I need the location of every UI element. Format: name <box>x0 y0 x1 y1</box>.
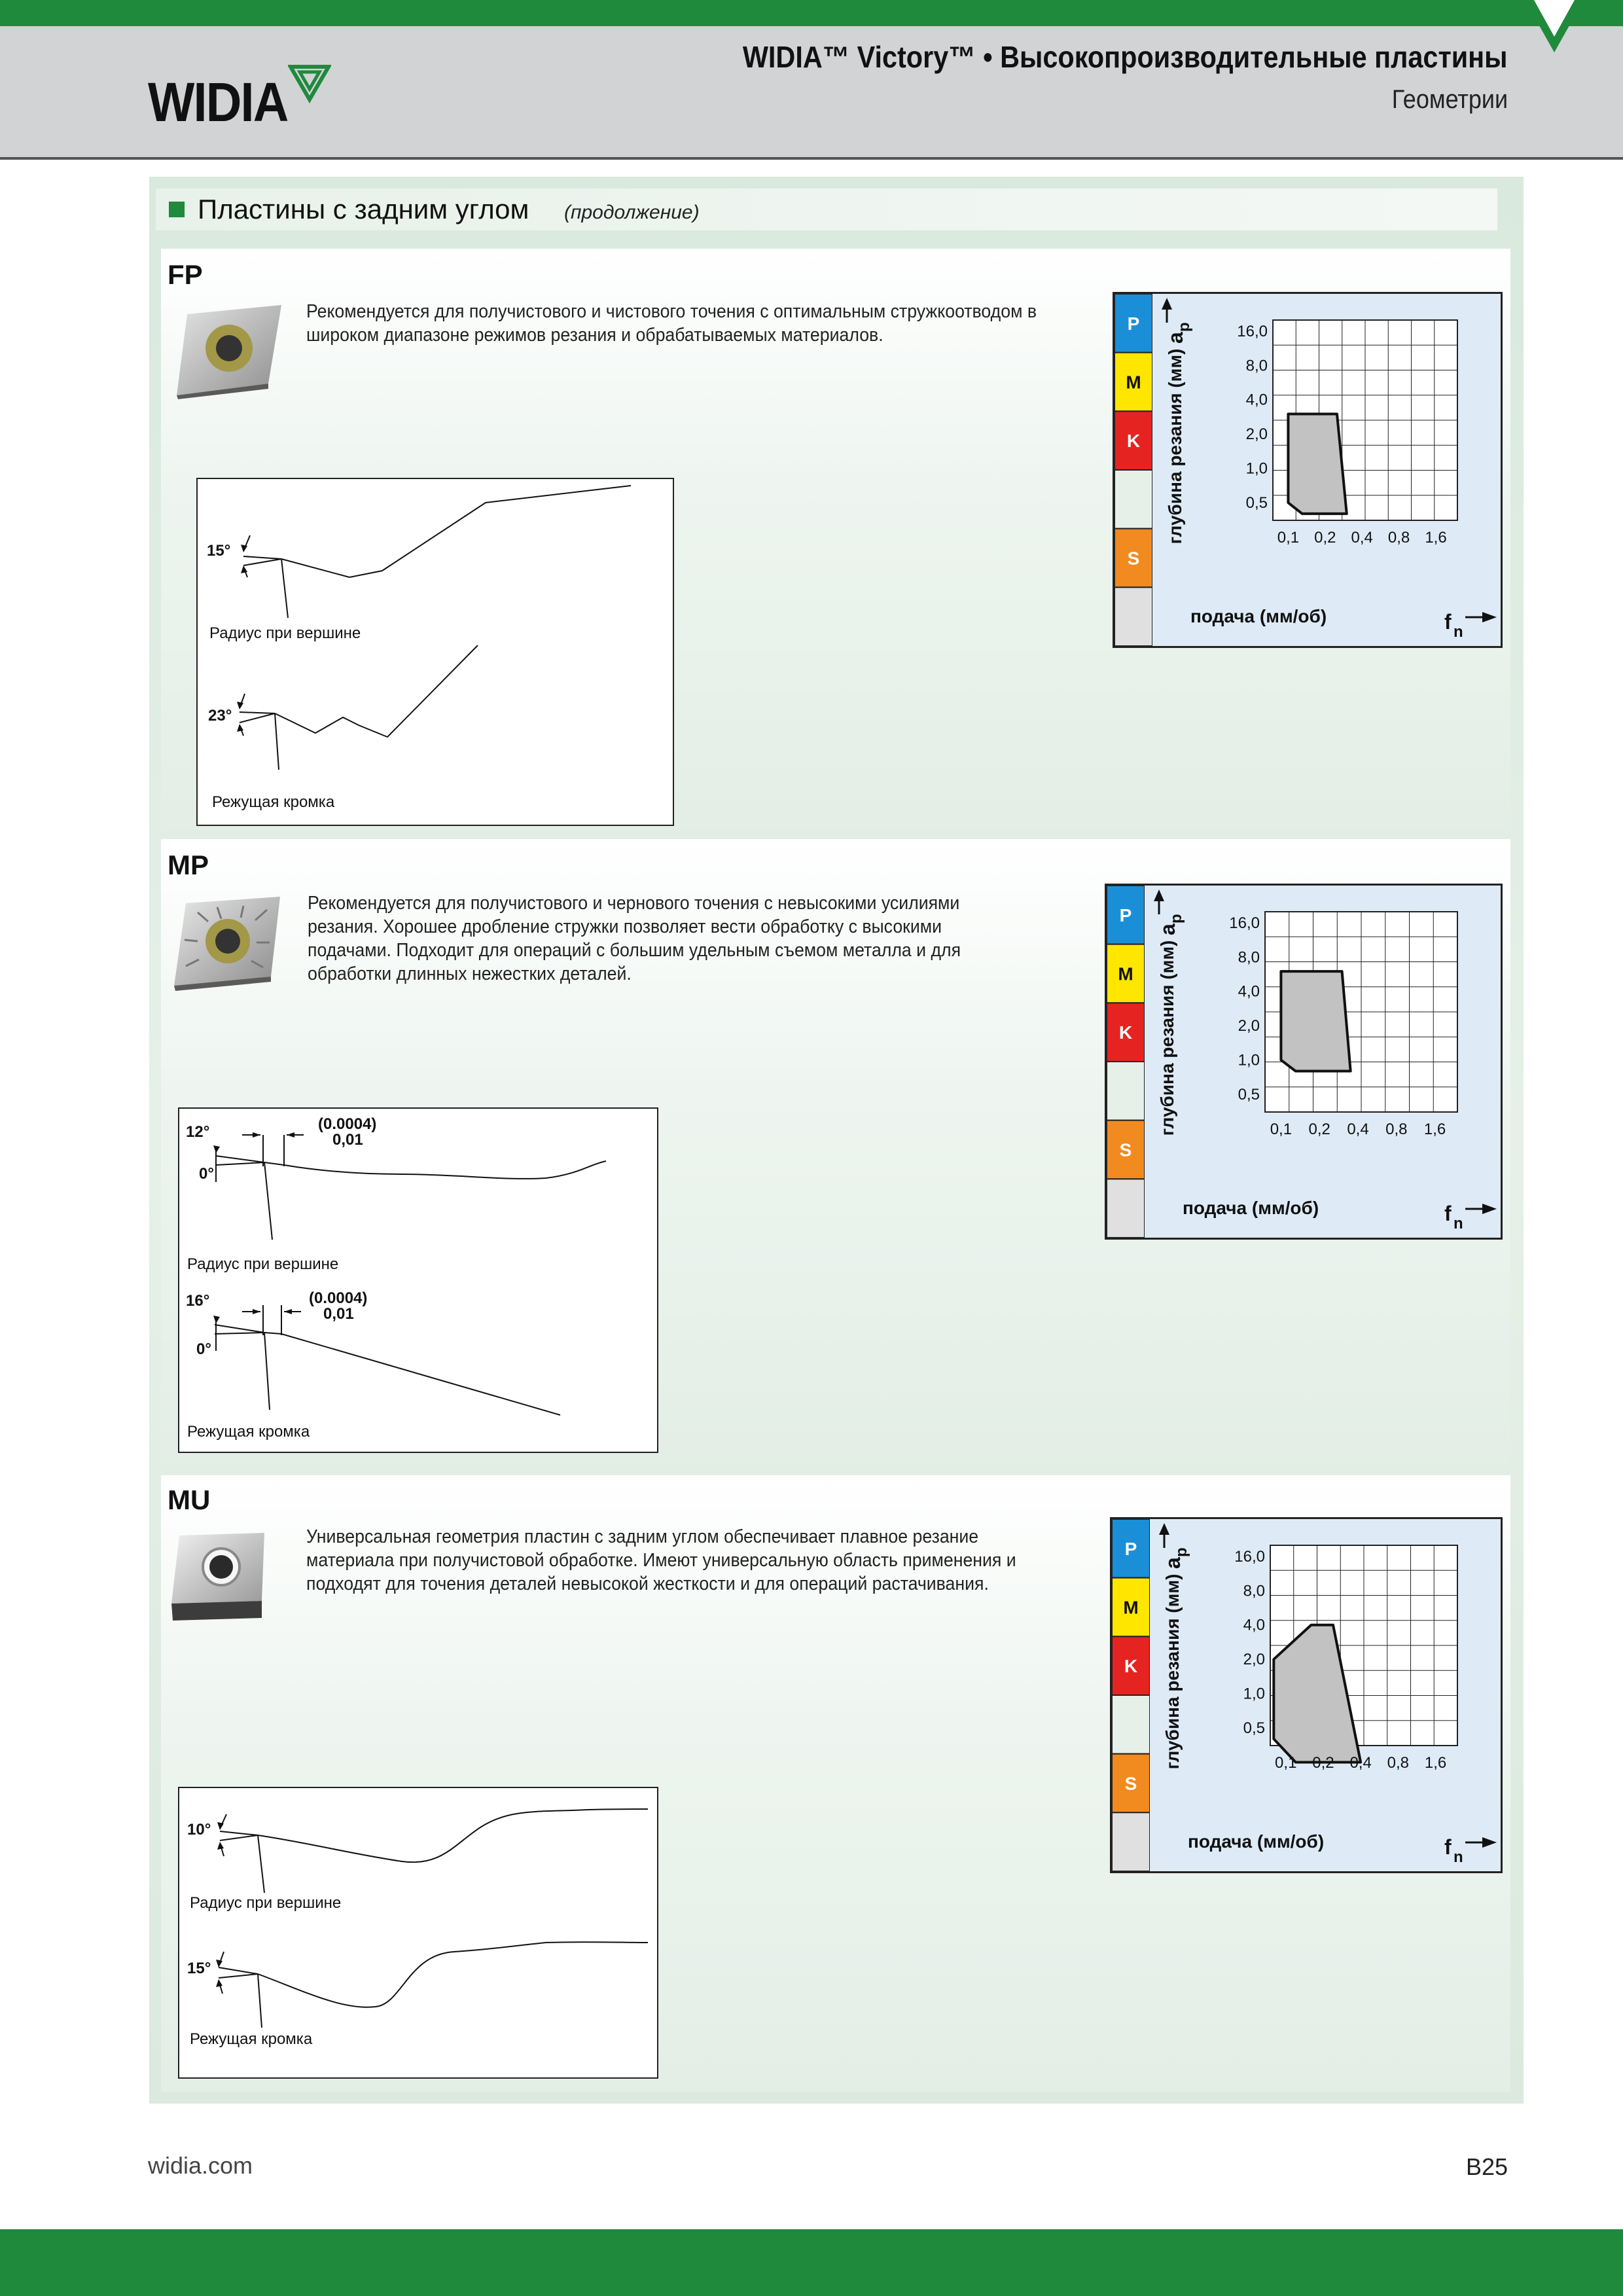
insert-cnmg-icon <box>173 301 283 399</box>
y-axis-label: глубина резания (мм) <box>1165 348 1185 545</box>
y-tick-label: 16,0 <box>1229 914 1260 932</box>
bottom-accent-bar <box>0 2229 1623 2296</box>
profile-drawing <box>198 479 673 825</box>
y-axis-label: глубина резания (мм) <box>1162 1573 1183 1770</box>
y-axis-subscript: p <box>1175 322 1193 332</box>
y-axis-symbol: a <box>1164 332 1187 344</box>
material-label: S <box>1119 1139 1132 1160</box>
y-tick-label: 1,0 <box>1245 459 1268 478</box>
x-tick-label: 0,1 <box>1270 1121 1293 1138</box>
x-tick-label: 0,4 <box>1347 1121 1369 1138</box>
section-note: (продолжение) <box>564 202 700 223</box>
x-axis-symbol: f <box>1444 1202 1452 1225</box>
y-axis-subscript: p <box>1168 914 1185 924</box>
x-tick-label: 0,2 <box>1314 529 1336 547</box>
material-label: M <box>1126 372 1141 393</box>
material-label: M <box>1118 963 1133 984</box>
x-axis-label: подача (мм/об) <box>1190 606 1327 626</box>
x-tick-label: 0,1 <box>1277 529 1300 547</box>
footer-url[interactable]: widia.com <box>148 2152 253 2179</box>
chart-svg <box>1107 886 1501 1238</box>
y-tick-label: 4,0 <box>1243 1616 1265 1634</box>
insert-cnmg-icon <box>171 894 281 992</box>
profile-label-1: Радиус при вершине <box>187 1255 339 1273</box>
x-tick-label: 0,8 <box>1385 1121 1408 1138</box>
material-label: S <box>1124 1773 1137 1794</box>
x-axis-subscript: n <box>1454 623 1463 641</box>
material-label: S <box>1127 548 1140 569</box>
x-tick-label: 0,2 <box>1312 1754 1334 1772</box>
application-region <box>1288 414 1346 513</box>
profile-label-1: Радиус при вершине <box>190 1894 342 1912</box>
x-axis-symbol: f <box>1444 1835 1452 1859</box>
x-tick-label: 0,4 <box>1349 1754 1372 1772</box>
profile-angle-1: 10° <box>187 1821 211 1839</box>
y-axis-subscript: p <box>1173 1547 1190 1557</box>
profile-dim-mm-1: 0,01 <box>332 1131 363 1149</box>
profile-angle-1b: 0° <box>199 1165 214 1183</box>
section-title: Пластины с задним углом <box>198 194 529 224</box>
profile-angle-2: 16° <box>186 1292 210 1310</box>
profile-dim-mm-2: 0,01 <box>323 1305 354 1323</box>
profile-angle-2: 23° <box>208 707 232 725</box>
x-tick-label: 1,6 <box>1424 1754 1447 1772</box>
y-axis-symbol: a <box>1161 1557 1185 1569</box>
profile-angle-2b: 0° <box>196 1340 211 1358</box>
material-label: M <box>1123 1597 1139 1618</box>
y-tick-label: 0,5 <box>1238 1086 1260 1104</box>
material-cell <box>1107 1062 1145 1121</box>
y-tick-label: 16,0 <box>1234 1547 1265 1566</box>
x-axis-label: подача (мм/об) <box>1183 1198 1319 1218</box>
y-tick-label: 8,0 <box>1245 357 1268 375</box>
y-tick-label: 2,0 <box>1243 1651 1265 1669</box>
top-accent-bar <box>0 0 1623 26</box>
x-tick-label: 0,1 <box>1275 1754 1297 1772</box>
application-chart <box>1113 292 1503 648</box>
profile-diagram <box>178 1787 658 2079</box>
widia-triangle-icon <box>288 62 331 105</box>
y-tick-label: 0,5 <box>1243 1719 1265 1738</box>
profile-label-2: Режущая кромка <box>187 1423 310 1441</box>
brand-logo: WIDIA <box>148 71 288 133</box>
corner-notch-icon <box>1525 0 1584 52</box>
profile-angle-2: 15° <box>187 1960 211 1977</box>
material-label: P <box>1127 313 1140 334</box>
geometry-description: Рекомендуется для получистового и чистового точения с оптимальным стружкоотводом в широком диапазоне режимов резания и обрабатываемых материалов. <box>306 301 1037 346</box>
y-tick-label: 4,0 <box>1238 982 1260 1001</box>
application-chart <box>1105 884 1503 1240</box>
y-tick-label: 16,0 <box>1237 322 1268 340</box>
x-axis-symbol: f <box>1444 610 1452 634</box>
x-tick-label: 0,8 <box>1387 1754 1410 1772</box>
header-subtitle: Геометрии <box>1391 85 1508 114</box>
material-cell <box>1107 1179 1145 1238</box>
y-tick-label: 8,0 <box>1238 948 1260 967</box>
y-tick-label: 2,0 <box>1238 1017 1260 1035</box>
material-cell <box>1112 1812 1150 1871</box>
profile-label-2: Режущая кромка <box>190 2030 313 2048</box>
section-bullet-icon <box>169 202 185 217</box>
material-label: K <box>1126 431 1141 452</box>
geometry-code: MP <box>168 850 209 880</box>
header-title: WIDIA™ Victory™ • Высокопроизводительные пластины <box>743 40 1508 74</box>
material-cell <box>1115 470 1152 529</box>
geometry-code: MU <box>168 1484 211 1515</box>
material-label: K <box>1118 1022 1133 1043</box>
application-chart <box>1110 1517 1503 1873</box>
y-tick-label: 8,0 <box>1243 1582 1265 1600</box>
material-label: P <box>1119 905 1132 925</box>
geometry-description: Универсальная геометрия пластин с задним углом обеспечивает плавное резание материала при получистовой обработке. Имеют универсальную область применения и подходят для точения деталей невысокой жесткости и для операций растачивания. <box>306 1526 1016 1594</box>
profile-drawing <box>179 1109 657 1452</box>
y-tick-label: 1,0 <box>1238 1051 1260 1069</box>
y-tick-label: 2,0 <box>1245 425 1268 444</box>
chart-svg <box>1115 294 1501 646</box>
application-region <box>1281 971 1350 1071</box>
geometry-code: FP <box>168 259 203 290</box>
y-tick-label: 0,5 <box>1245 494 1268 512</box>
x-tick-label: 0,8 <box>1387 529 1410 547</box>
geometry-description: Рекомендуется для получистового и чернового точения с невысокими усилиями резания. Хорошее дробление стружки позволяет вести обработку с высокими подачами. Подходит для операций с большим удельным съемом металла и для обработки длинных нежестких деталей. <box>308 893 961 984</box>
page-number: B25 <box>1465 2153 1508 2180</box>
insert-cnmg-icon <box>169 1529 267 1621</box>
material-label: P <box>1124 1538 1137 1559</box>
profile-dim-in-1: (0.0004) <box>318 1115 377 1133</box>
chart-svg <box>1112 1519 1501 1871</box>
x-tick-label: 0,4 <box>1351 529 1373 547</box>
x-axis-subscript: n <box>1454 1215 1463 1232</box>
material-cell <box>1112 1695 1150 1754</box>
material-cell <box>1115 587 1152 646</box>
profile-angle-1: 15° <box>207 542 231 560</box>
y-axis-symbol: a <box>1156 924 1179 935</box>
y-tick-label: 4,0 <box>1245 391 1268 409</box>
profile-angle-1: 12° <box>186 1123 210 1141</box>
x-tick-label: 0,2 <box>1308 1121 1330 1138</box>
profile-dim-in-2: (0.0004) <box>309 1289 368 1307</box>
material-label: K <box>1124 1656 1138 1677</box>
x-axis-label: подача (мм/об) <box>1188 1831 1325 1852</box>
x-axis-subscript: n <box>1454 1848 1463 1866</box>
profile-label-1: Радиус при вершине <box>209 624 361 642</box>
profile-label-2: Режущая кромка <box>212 793 335 811</box>
x-tick-label: 1,6 <box>1425 529 1447 547</box>
profile-diagram <box>196 478 674 826</box>
profile-diagram <box>178 1107 658 1453</box>
y-axis-label: глубина резания (мм) <box>1157 940 1177 1136</box>
y-tick-label: 1,0 <box>1243 1685 1265 1703</box>
x-tick-label: 1,6 <box>1423 1121 1446 1138</box>
